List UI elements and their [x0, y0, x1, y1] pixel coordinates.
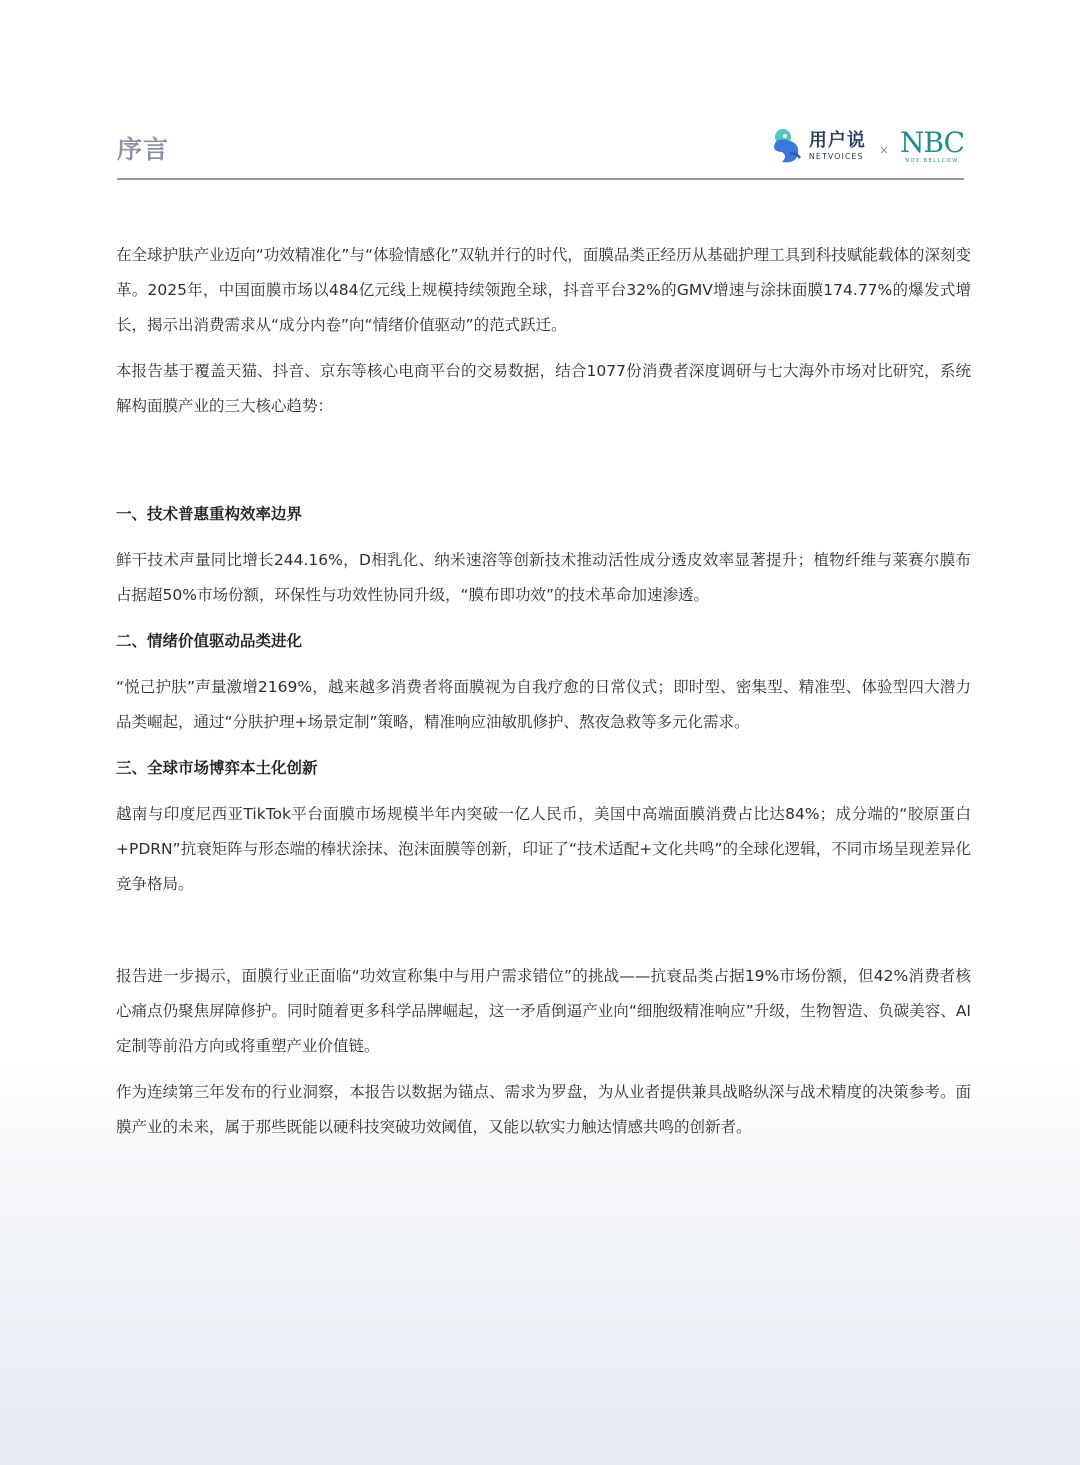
preface-content — [116, 238, 971, 1145]
section-heading: 一、技术普惠重构效率边界 — [116, 505, 303, 523]
section-body: 鲜干技术声量同比增长244.16%，D相乳化、纳米速溶等创新技术推动活性成分透皮效率显著提升；植物纤维与莱赛尔膜布占据超50%市场份额，环保性与功效性协同升级，“膜布即功效”的技术革命加速渗透。 — [116, 551, 971, 604]
page-title: 序言 — [117, 135, 170, 164]
netvoices-logo — [770, 126, 866, 166]
section-heading: 二、情绪价值驱动品类进化 — [116, 632, 303, 650]
netvoices-logo-cn: 用户说 — [808, 129, 866, 151]
section-body: “悦己护肤”声量激增2169%，越来越多消费者将面膜视为自我疗愈的日常仪式；即时型、密集型、精准型、体验型四大潜力品类崛起，通过“分肤护理+场景定制”策略，精准响应油敏肌修护、熬夜急救等多元化需求。 — [116, 678, 971, 731]
intro-paragraph: 在全球护肤产业迈向“功效精准化”与“体验情感化”双轨并行的时代，面膜品类正经历从基础护理工具到科技赋能载体的深刻变革。2025年，中国面膜市场以484亿元线上规模持续领跑全球，抖音平台32%的GMV增速与涂抹面膜174.77%的爆发式增长，揭示出消费需求从“成分内卷”向“情绪价值驱动”的范式跃迁。 — [116, 246, 971, 334]
section-body: 越南与印度尼西亚TikTok平台面膜市场规模半年内突破一亿人民币，美国中高端面膜消费占比达84%；成分端的“胶原蛋白+PDRN”抗衰矩阵与形态端的棒状涂抹、泡沫面膜等创新，印证了“技术适配+文化共鸣”的全球化逻辑，不同市场呈现差异化竞争格局。 — [116, 805, 971, 893]
closing-paragraph: 报告进一步揭示，面膜行业正面临“功效宣称集中与用户需求错位”的挑战——抗衰品类占据19%市场份额，但42%消费者核心痛点仍聚焦屏障修护。同时随着更多科学品牌崛起，这一矛盾倒逼产业向“细胞级精准响应”升级，生物智造、负碳美容、AI定制等前沿方向或将重塑产业价值链。 — [116, 967, 971, 1055]
closing-paragraph: 作为连续第三年发布的行业洞察，本报告以数据为锚点、需求为罗盘，为从业者提供兼具战略纵深与战术精度的决策参考。面膜产业的未来，属于那些既能以硬科技突破功效阈值，又能以软实力触达情感共鸣的创新者。 — [116, 1083, 971, 1136]
logo-separator: × — [878, 143, 889, 157]
nbc-logo-sub: NOX BELLCOW — [905, 157, 959, 164]
nbc-logo-mark: NBC — [899, 125, 964, 159]
netvoices-bird-icon — [770, 126, 806, 166]
section-heading: 三、全球市场博弈本土化创新 — [116, 759, 318, 777]
netvoices-logo-en: NETVOICES — [808, 151, 864, 161]
page-header — [117, 120, 964, 180]
header-logos — [770, 124, 964, 168]
nbc-logo — [899, 125, 964, 164]
intro-paragraph: 本报告基于覆盖天猫、抖音、京东等核心电商平台的交易数据，结合1077份消费者深度调研与七大海外市场对比研究，系统解构面膜产业的三大核心趋势： — [116, 362, 971, 415]
